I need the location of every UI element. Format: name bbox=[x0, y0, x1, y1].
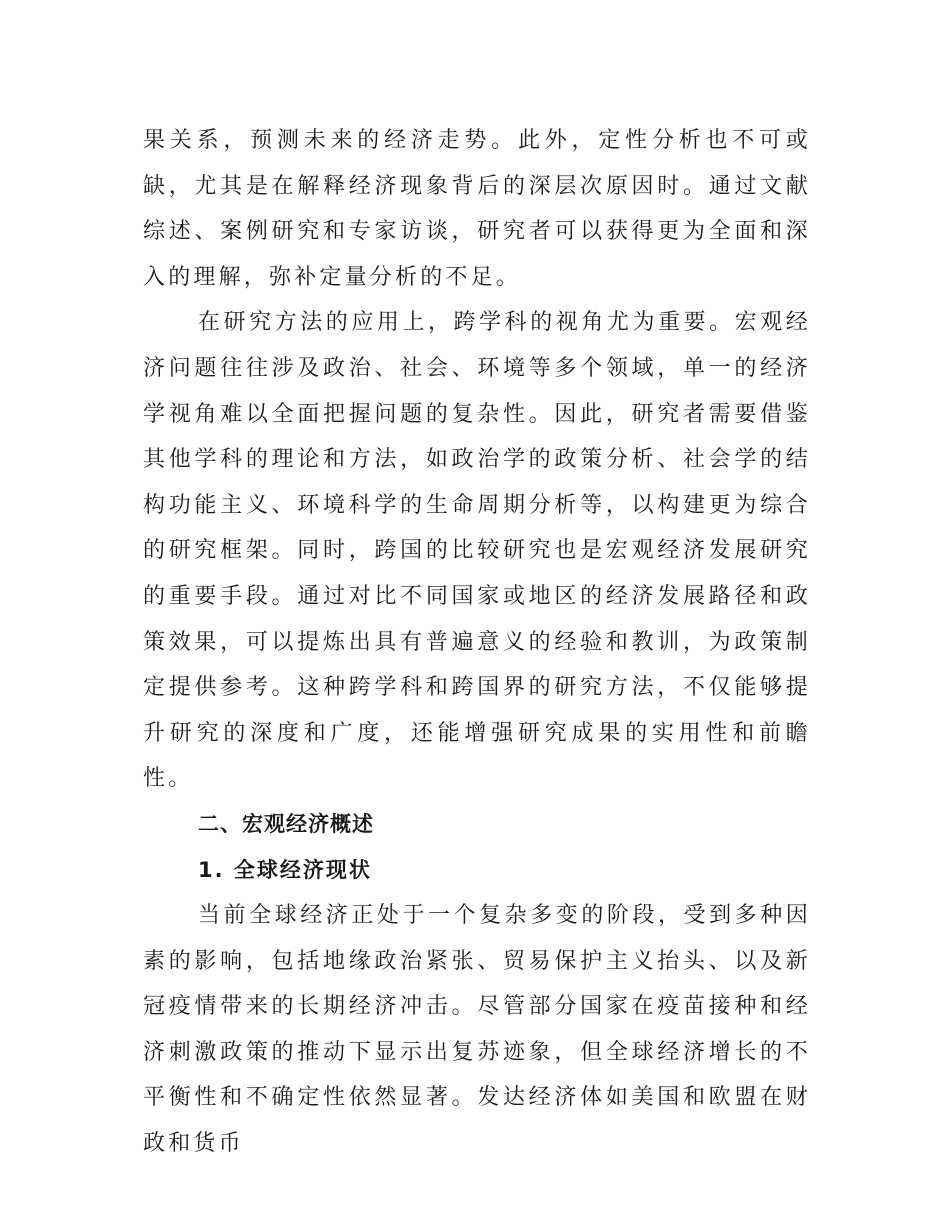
paragraph-continued: 果关系，预测未来的经济走势。此外，定性分析也不可或缺，尤其是在解释经济现象背后的深层次原因时。通过文献综述、案例研究和专家访谈，研究者可以获得更为全面和深入的理解，弥补定量分析的不足。 bbox=[143, 128, 811, 290]
subsection-heading: 1. 全球经济现状 bbox=[198, 857, 372, 882]
section-heading: 二、宏观经济概述 bbox=[198, 811, 374, 836]
document-body bbox=[143, 118, 811, 1167]
paragraph-global-economy: 当前全球经济正处于一个复杂多变的阶段，受到多种因素的影响，包括地缘政治紧张、贸易保护主义抬头、以及新冠疫情带来的长期经济冲击。尽管部分国家在疫苗接种和经济刺激政策的推动下显示出复苏迹象，但全球经济增长的不平衡性和不确定性依然显著。发达经济体如美国和欧盟在财政和货币 bbox=[143, 903, 811, 1157]
paragraph-interdisciplinary: 在研究方法的应用上，跨学科的视角尤为重要。宏观经济问题往往涉及政治、社会、环境等多个领域，单一的经济学视角难以全面把握问题的复杂性。因此，研究者需要借鉴其他学科的理论和方法，如政治学的政策分析、社会学的结构功能主义、环境科学的生命周期分析等，以构建更为综合的研究框架。同时，跨国的比较研究也是宏观经济发展研究的重要手段。通过对比不同国家或地区的经济发展路径和政策效果，可以提炼出具有普遍意义的经验和教训，为政策制定提供参考。这种跨学科和跨国界的研究方法，不仅能够提升研究的深度和广度，还能增强研究成果的实用性和前瞻性。 bbox=[143, 310, 811, 792]
